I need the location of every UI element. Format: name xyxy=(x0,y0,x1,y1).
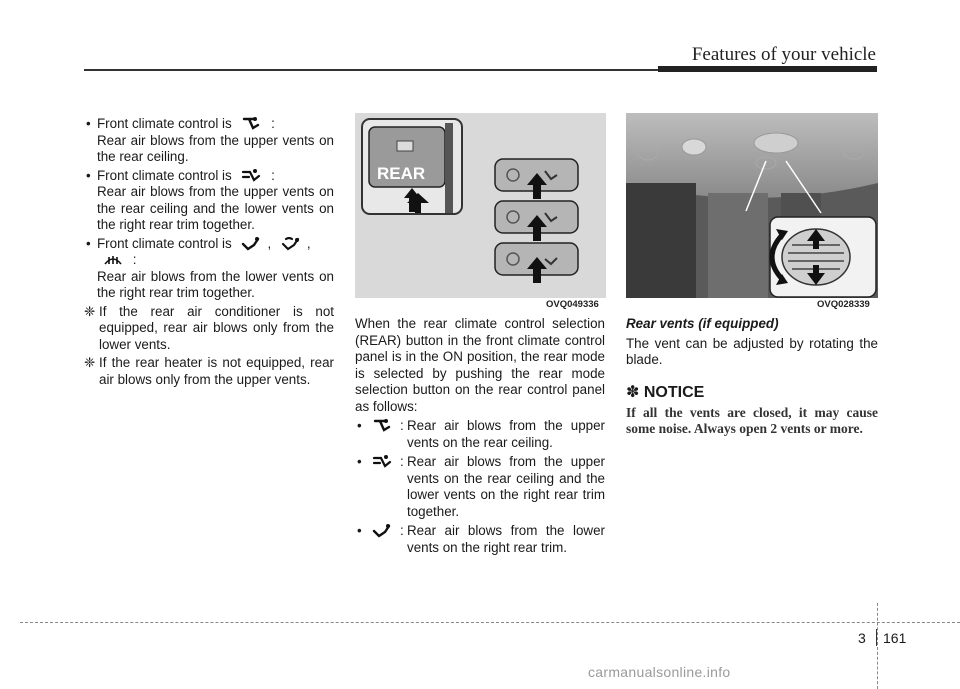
list-item xyxy=(355,523,605,556)
defrost-icon xyxy=(102,253,124,267)
note-text: If the rear heater is not equipped, rear air blows only from the upper vents. xyxy=(99,355,334,387)
vent-floor-defrost-icon xyxy=(280,237,302,251)
rear-vents-illustration xyxy=(626,113,878,298)
intro-paragraph: When the rear climate control selection (REAR) button in the front climate control panel is in the ON position, the rear mode is selected by pushing the rear mode selection button on the rear control panel as follows: xyxy=(355,316,605,414)
column-left xyxy=(84,116,334,388)
vent-bilevel-icon xyxy=(240,169,262,183)
icon-separator: , xyxy=(306,235,311,251)
page-number: 161 xyxy=(883,630,907,646)
note-item xyxy=(84,355,334,388)
rear-vents-figure xyxy=(626,113,878,298)
column-right xyxy=(626,316,878,437)
bullet-prefix: Front climate control is xyxy=(97,235,232,251)
rear-button-label: REAR xyxy=(377,164,426,183)
vent-floor-icon xyxy=(371,524,393,538)
mode-colon: : xyxy=(400,454,404,469)
bullet-dot: • xyxy=(357,418,362,433)
mode-buttons xyxy=(495,159,578,283)
list-item xyxy=(84,116,334,166)
notice-title: ✽ NOTICE xyxy=(626,383,705,401)
bullet-colon: : xyxy=(132,252,137,267)
body-paragraph: The vent can be adjusted by rotating the blade. xyxy=(626,335,878,367)
note-mark: ❈ xyxy=(84,355,96,370)
figure-code: OVQ028339 xyxy=(817,299,870,310)
mode-text: Rear air blows from the upper vents on the rear ceiling and the lower vents on the right rear trim together. xyxy=(407,454,605,519)
mode-colon: : xyxy=(400,523,404,538)
page-number-divider xyxy=(876,629,877,646)
list-item xyxy=(84,236,334,302)
bullet-colon: : xyxy=(271,116,275,131)
note-item xyxy=(84,304,334,354)
vent-bilevel-icon xyxy=(371,455,393,469)
mode-colon: : xyxy=(400,418,404,433)
bullet-text: Rear air blows from the upper vents on the rear ceiling and the lower vents on the right rear trim together. xyxy=(97,184,334,232)
rear-control-illustration xyxy=(355,113,606,298)
header-rule-accent xyxy=(658,66,877,72)
watermark: carmanualsonline.info xyxy=(588,664,731,680)
bullet-text: Rear air blows from the upper vents on the rear ceiling. xyxy=(97,132,334,164)
footer-rule xyxy=(20,622,960,623)
mode-text: Rear air blows from the lower vents on the right rear trim. xyxy=(407,523,605,555)
footer-vertical-rule xyxy=(877,603,878,689)
list-item xyxy=(355,418,605,451)
icon-separator: , xyxy=(267,235,272,251)
vent-upper-icon xyxy=(371,419,393,433)
figure-code: OVQ049336 xyxy=(546,299,599,310)
vent-floor-icon xyxy=(240,237,262,251)
bullet-text: Rear air blows from the lower vents on the right rear trim together. xyxy=(97,268,334,300)
subheading: Rear vents (if equipped) xyxy=(626,316,779,331)
chapter-number: 3 xyxy=(858,630,866,646)
column-middle xyxy=(355,316,605,556)
mode-text: Rear air blows from the upper vents on the rear ceiling. xyxy=(407,418,605,450)
list-item xyxy=(84,168,334,234)
bullet-prefix: Front climate control is xyxy=(97,167,232,183)
bullet-colon: : xyxy=(271,167,275,183)
rear-control-figure xyxy=(355,113,606,298)
bullet-prefix: Front climate control is xyxy=(97,116,232,131)
section-title: Features of your vehicle xyxy=(691,44,876,65)
bullet-dot: • xyxy=(357,523,362,538)
note-mark: ❈ xyxy=(84,303,96,319)
notice-body: If all the vents are closed, it may cause some noise. Always open 2 vents or more. xyxy=(626,405,878,436)
bullet-dot: • xyxy=(357,454,362,469)
vent-upper-icon xyxy=(240,117,262,131)
note-text: If the rear air conditioner is not equipped, rear air blows only from the lower vents. xyxy=(99,303,334,352)
list-item xyxy=(355,454,605,520)
